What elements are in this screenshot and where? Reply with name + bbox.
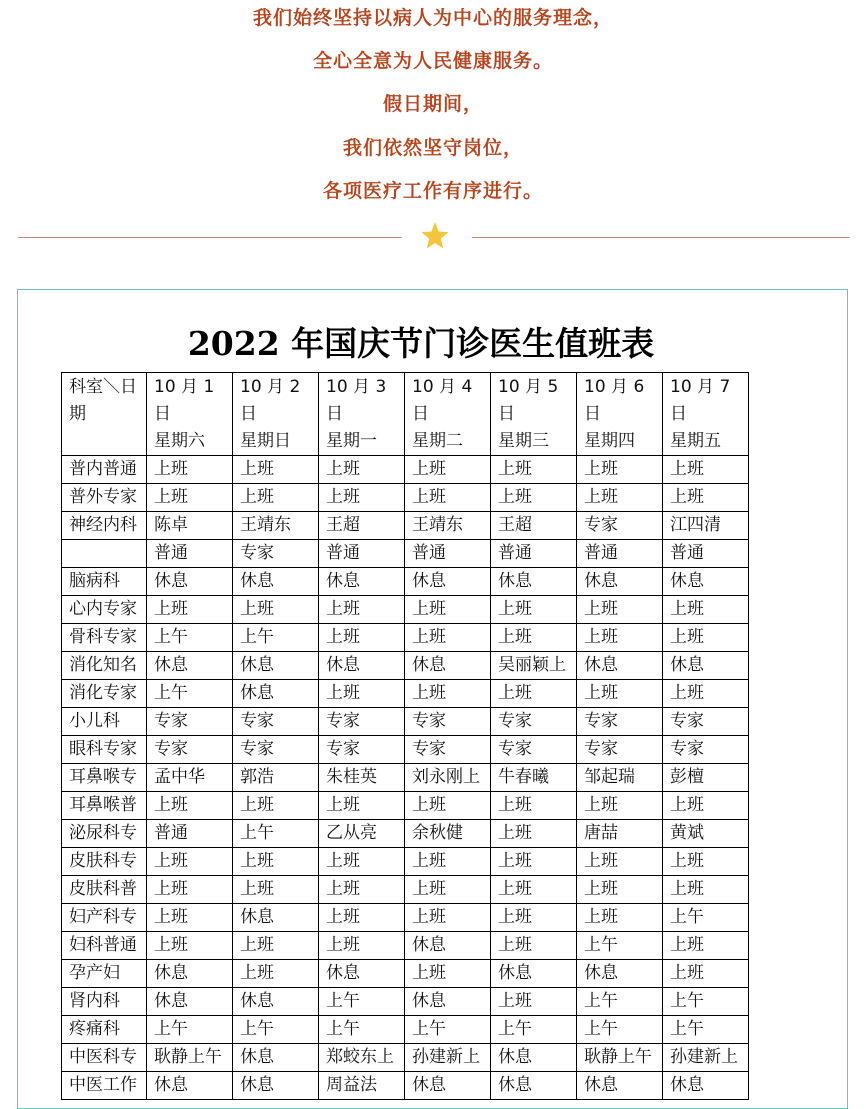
schedule-cell: 普通 xyxy=(405,540,491,568)
schedule-cell: 上班 xyxy=(577,484,663,512)
dept-cell: 妇产科专 xyxy=(62,904,147,932)
schedule-cell: 王超 xyxy=(319,512,405,540)
table-row xyxy=(62,456,749,484)
schedule-cell: 专家 xyxy=(405,736,491,764)
table-row xyxy=(62,624,749,652)
schedule-cell: 耿静上午 xyxy=(577,1044,663,1072)
dept-cell: 普内普通 xyxy=(62,456,147,484)
schedule-cell: 普通 xyxy=(319,540,405,568)
schedule-cell: 孟中华 xyxy=(147,764,233,792)
schedule-cell: 上班 xyxy=(233,596,319,624)
table-row xyxy=(62,848,749,876)
dept-cell: 泌尿科专 xyxy=(62,820,147,848)
day-date: 10 月 6 日 xyxy=(584,377,645,424)
schedule-cell: 乙从亮 xyxy=(319,820,405,848)
schedule-cell: 休息 xyxy=(577,652,663,680)
schedule-cell: 上班 xyxy=(147,932,233,960)
schedule-cell: 上午 xyxy=(491,1016,577,1044)
schedule-cell: 休息 xyxy=(319,960,405,988)
table-row xyxy=(62,1016,749,1044)
schedule-cell: 休息 xyxy=(233,680,319,708)
table-row xyxy=(62,540,749,568)
schedule-cell: 上班 xyxy=(147,848,233,876)
schedule-cell: 上班 xyxy=(663,484,749,512)
schedule-cell: 上午 xyxy=(577,1016,663,1044)
schedule-cell: 上班 xyxy=(663,596,749,624)
dept-cell: 普外专家 xyxy=(62,484,147,512)
schedule-cell: 休息 xyxy=(147,960,233,988)
schedule-cell: 专家 xyxy=(319,708,405,736)
schedule-cell: 上班 xyxy=(147,904,233,932)
schedule-cell: 吴丽颖上 xyxy=(491,652,577,680)
schedule-cell: 郑蛟东上 xyxy=(319,1044,405,1072)
schedule-cell: 普通 xyxy=(663,540,749,568)
dept-cell: 疼痛科 xyxy=(62,1016,147,1044)
schedule-cell: 上班 xyxy=(577,624,663,652)
table-row xyxy=(62,652,749,680)
schedule-cell: 上班 xyxy=(147,456,233,484)
schedule-cell: 专家 xyxy=(147,708,233,736)
day-header xyxy=(233,373,319,456)
schedule-cell: 休息 xyxy=(663,568,749,596)
schedule-cell: 休息 xyxy=(405,988,491,1016)
dept-cell: 神经内科 xyxy=(62,512,147,540)
dept-cell: 骨科专家 xyxy=(62,624,147,652)
schedule-cell: 休息 xyxy=(405,652,491,680)
schedule-cell: 上午 xyxy=(233,624,319,652)
schedule-cell: 上午 xyxy=(233,820,319,848)
schedule-cell: 上班 xyxy=(147,792,233,820)
table-row xyxy=(62,792,749,820)
schedule-cell: 上班 xyxy=(233,876,319,904)
day-date: 10 月 2 日 xyxy=(240,377,301,424)
schedule-cell: 专家 xyxy=(319,736,405,764)
schedule-cell: 上班 xyxy=(405,456,491,484)
schedule-cell: 上午 xyxy=(233,1016,319,1044)
schedule-cell: 专家 xyxy=(233,736,319,764)
schedule-cell: 上班 xyxy=(147,596,233,624)
table-row xyxy=(62,1044,749,1072)
schedule-cell: 上午 xyxy=(663,904,749,932)
schedule-cell: 上班 xyxy=(663,680,749,708)
table-row xyxy=(62,568,749,596)
schedule-cell: 上午 xyxy=(663,988,749,1016)
schedule-cell: 上班 xyxy=(405,960,491,988)
schedule-cell: 王超 xyxy=(491,512,577,540)
schedule-cell: 上午 xyxy=(663,1016,749,1044)
schedule-cell: 上班 xyxy=(663,456,749,484)
schedule-cell: 王靖东 xyxy=(405,512,491,540)
day-weekday: 星期日 xyxy=(240,431,291,451)
schedule-cell: 普通 xyxy=(491,540,577,568)
schedule-cell: 上班 xyxy=(577,596,663,624)
schedule-cell: 上班 xyxy=(319,680,405,708)
schedule-cell: 专家 xyxy=(491,708,577,736)
dept-cell: 眼科专家 xyxy=(62,736,147,764)
dept-cell: 肾内科 xyxy=(62,988,147,1016)
table-row xyxy=(62,708,749,736)
dept-cell: 消化知名 xyxy=(62,652,147,680)
day-header xyxy=(405,373,491,456)
day-weekday: 星期五 xyxy=(670,431,721,451)
schedule-cell: 普通 xyxy=(577,540,663,568)
schedule-cell: 上班 xyxy=(319,932,405,960)
schedule-table xyxy=(61,372,749,1100)
schedule-cell: 上午 xyxy=(577,988,663,1016)
star-icon xyxy=(420,220,450,252)
corner-header xyxy=(62,373,147,456)
schedule-cell: 休息 xyxy=(147,652,233,680)
schedule-cell: 刘永刚上 xyxy=(405,764,491,792)
schedule-cell: 休息 xyxy=(577,1072,663,1100)
day-date: 10 月 7 日 xyxy=(670,377,731,424)
table-row xyxy=(62,820,749,848)
schedule-cell: 上班 xyxy=(319,848,405,876)
schedule-title: 2022 年国庆节门诊医生值班表 xyxy=(187,324,655,363)
schedule-cell: 休息 xyxy=(491,960,577,988)
dept-cell: 心内专家 xyxy=(62,596,147,624)
schedule-cell: 上班 xyxy=(319,624,405,652)
schedule-cell: 黄斌 xyxy=(663,820,749,848)
dept-cell: 小儿科 xyxy=(62,708,147,736)
schedule-cell: 上班 xyxy=(233,484,319,512)
schedule-cell: 上班 xyxy=(577,876,663,904)
dept-cell xyxy=(62,540,147,568)
schedule-cell: 上班 xyxy=(405,680,491,708)
schedule-cell: 上班 xyxy=(319,456,405,484)
schedule-cell: 上班 xyxy=(491,624,577,652)
schedule-cell: 休息 xyxy=(405,568,491,596)
day-date: 10 月 1 日 xyxy=(154,377,215,424)
schedule-cell: 休息 xyxy=(319,652,405,680)
schedule-cell: 彭檀 xyxy=(663,764,749,792)
intro-line-4: 我们依然坚守岗位， xyxy=(342,137,523,159)
schedule-cell: 上班 xyxy=(147,876,233,904)
schedule-cell: 上班 xyxy=(491,932,577,960)
table-row xyxy=(62,904,749,932)
schedule-cell: 上班 xyxy=(663,624,749,652)
schedule-cell: 休息 xyxy=(491,568,577,596)
schedule-cell: 普通 xyxy=(147,540,233,568)
intro-line-5: 各项医疗工作有序进行。 xyxy=(322,180,543,202)
schedule-cell: 休息 xyxy=(233,652,319,680)
schedule-cell: 孙建新上 xyxy=(405,1044,491,1072)
day-header xyxy=(147,373,233,456)
schedule-cell: 专家 xyxy=(233,708,319,736)
schedule-cell: 牛春曦 xyxy=(491,764,577,792)
schedule-cell: 上班 xyxy=(491,596,577,624)
schedule-cell: 上班 xyxy=(577,792,663,820)
intro-line-1: 我们始终坚持以病人为中心的服务理念， xyxy=(252,7,613,29)
schedule-cell: 上班 xyxy=(491,876,577,904)
schedule-cell: 休息 xyxy=(233,904,319,932)
schedule-cell: 上午 xyxy=(577,932,663,960)
table-row xyxy=(62,484,749,512)
schedule-cell: 上班 xyxy=(405,484,491,512)
table-row xyxy=(62,680,749,708)
schedule-cell: 休息 xyxy=(233,1072,319,1100)
schedule-cell: 上班 xyxy=(233,792,319,820)
schedule-cell: 休息 xyxy=(663,1072,749,1100)
schedule-cell: 休息 xyxy=(319,568,405,596)
schedule-cell: 上班 xyxy=(663,848,749,876)
schedule-cell: 上班 xyxy=(491,820,577,848)
schedule-cell: 耿静上午 xyxy=(147,1044,233,1072)
schedule-cell: 休息 xyxy=(147,568,233,596)
table-row xyxy=(62,764,749,792)
day-date: 10 月 5 日 xyxy=(498,377,559,424)
schedule-cell: 孙建新上 xyxy=(663,1044,749,1072)
schedule-cell: 周益法 xyxy=(319,1072,405,1100)
table-row xyxy=(62,988,749,1016)
dept-cell: 中医工作 xyxy=(62,1072,147,1100)
schedule-cell: 邹起瑞 xyxy=(577,764,663,792)
table-row xyxy=(62,512,749,540)
schedule-cell: 上午 xyxy=(319,1016,405,1044)
table-row xyxy=(62,876,749,904)
day-weekday: 星期二 xyxy=(412,431,463,451)
dept-cell: 消化专家 xyxy=(62,680,147,708)
schedule-cell: 上班 xyxy=(405,904,491,932)
schedule-cell: 上班 xyxy=(319,484,405,512)
schedule-cell: 专家 xyxy=(577,708,663,736)
schedule-cell: 上班 xyxy=(233,960,319,988)
schedule-cell: 休息 xyxy=(233,1044,319,1072)
schedule-cell: 上班 xyxy=(491,848,577,876)
schedule-cell: 上班 xyxy=(491,988,577,1016)
schedule-cell: 休息 xyxy=(577,568,663,596)
schedule-cell: 余秋健 xyxy=(405,820,491,848)
schedule-cell: 朱桂英 xyxy=(319,764,405,792)
schedule-cell: 上班 xyxy=(577,904,663,932)
schedule-cell: 专家 xyxy=(663,736,749,764)
schedule-cell: 上班 xyxy=(663,876,749,904)
schedule-cell: 上班 xyxy=(319,904,405,932)
schedule-cell: 上午 xyxy=(147,680,233,708)
schedule-cell: 陈卓 xyxy=(147,512,233,540)
day-weekday: 星期三 xyxy=(498,431,549,451)
schedule-cell: 休息 xyxy=(405,1072,491,1100)
schedule-cell: 上午 xyxy=(147,1016,233,1044)
schedule-cell: 上班 xyxy=(319,876,405,904)
schedule-cell: 专家 xyxy=(663,708,749,736)
schedule-cell: 上班 xyxy=(577,848,663,876)
dept-cell: 耳鼻喉普 xyxy=(62,792,147,820)
schedule-cell: 专家 xyxy=(233,540,319,568)
schedule-cell: 上班 xyxy=(663,792,749,820)
schedule-cell: 上午 xyxy=(319,988,405,1016)
dept-cell: 中医科专 xyxy=(62,1044,147,1072)
day-date: 10 月 3 日 xyxy=(326,377,387,424)
day-header xyxy=(319,373,405,456)
schedule-cell: 普通 xyxy=(147,820,233,848)
dept-cell: 皮肤科普 xyxy=(62,876,147,904)
schedule-cell: 休息 xyxy=(147,1072,233,1100)
schedule-cell: 专家 xyxy=(147,736,233,764)
schedule-cell: 上班 xyxy=(663,932,749,960)
schedule-cell: 郭浩 xyxy=(233,764,319,792)
schedule-cell: 专家 xyxy=(405,708,491,736)
schedule-cell: 上班 xyxy=(405,624,491,652)
schedule-cell: 上午 xyxy=(405,1016,491,1044)
schedule-cell: 上班 xyxy=(319,792,405,820)
day-weekday: 星期一 xyxy=(326,431,377,451)
schedule-cell: 上班 xyxy=(405,876,491,904)
dept-cell: 皮肤科专 xyxy=(62,848,147,876)
table-row xyxy=(62,960,749,988)
schedule-cell: 专家 xyxy=(577,512,663,540)
schedule-cell: 上班 xyxy=(405,596,491,624)
schedule-cell: 上班 xyxy=(491,904,577,932)
day-header xyxy=(663,373,749,456)
schedule-cell: 上班 xyxy=(491,456,577,484)
schedule-cell: 上班 xyxy=(491,792,577,820)
schedule-cell: 休息 xyxy=(577,960,663,988)
schedule-cell: 上班 xyxy=(319,596,405,624)
schedule-cell: 休息 xyxy=(491,1044,577,1072)
schedule-cell: 上班 xyxy=(233,932,319,960)
dept-cell: 耳鼻喉专 xyxy=(62,764,147,792)
dept-cell: 孕产妇 xyxy=(62,960,147,988)
dept-cell: 脑病科 xyxy=(62,568,147,596)
schedule-cell: 休息 xyxy=(405,932,491,960)
schedule-cell: 上班 xyxy=(147,484,233,512)
schedule-cell: 专家 xyxy=(491,736,577,764)
schedule-cell: 上班 xyxy=(405,848,491,876)
table-row xyxy=(62,596,749,624)
day-weekday: 星期六 xyxy=(154,431,205,451)
schedule-cell: 上班 xyxy=(491,680,577,708)
table-row xyxy=(62,932,749,960)
schedule-cell: 休息 xyxy=(233,988,319,1016)
dept-cell: 妇科普通 xyxy=(62,932,147,960)
schedule-cell: 上班 xyxy=(233,848,319,876)
schedule-cell: 专家 xyxy=(577,736,663,764)
divider-right xyxy=(472,237,850,238)
schedule-cell: 休息 xyxy=(233,568,319,596)
schedule-cell: 休息 xyxy=(491,1072,577,1100)
intro-line-2: 全心全意为人民健康服务。 xyxy=(312,50,553,72)
schedule-cell: 上班 xyxy=(405,792,491,820)
schedule-cell: 江四清 xyxy=(663,512,749,540)
divider-left xyxy=(18,237,402,238)
schedule-cell: 休息 xyxy=(663,652,749,680)
day-date: 10 月 4 日 xyxy=(412,377,473,424)
schedule-cell: 王靖东 xyxy=(233,512,319,540)
day-weekday: 星期四 xyxy=(584,431,635,451)
schedule-cell: 上午 xyxy=(147,624,233,652)
schedule-cell: 唐喆 xyxy=(577,820,663,848)
schedule-cell: 上班 xyxy=(577,680,663,708)
corner-header-line: 科室＼日 xyxy=(69,377,137,397)
schedule-cell: 上班 xyxy=(233,456,319,484)
schedule-cell: 休息 xyxy=(147,988,233,1016)
schedule-cell: 上班 xyxy=(663,960,749,988)
header-row xyxy=(62,373,749,456)
corner-header-line: 期 xyxy=(69,404,86,424)
intro-line-3: 假日期间， xyxy=(382,93,483,115)
schedule-cell: 上班 xyxy=(577,456,663,484)
table-row xyxy=(62,1072,749,1100)
day-header xyxy=(491,373,577,456)
table-row xyxy=(62,736,749,764)
schedule-cell: 上班 xyxy=(491,484,577,512)
day-header xyxy=(577,373,663,456)
